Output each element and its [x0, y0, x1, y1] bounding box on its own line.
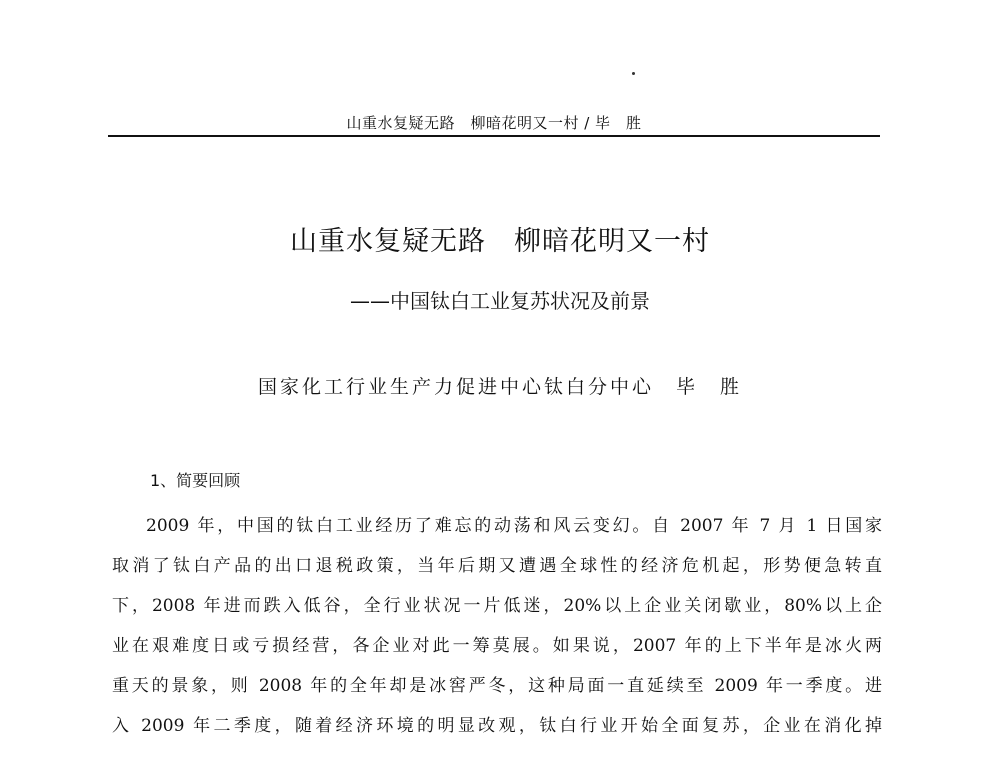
body-line: 下，2008 年进而跌入低谷，全行业状况一片低迷，20%以上企业关闭歇业，80%以上企: [112, 596, 882, 616]
body-line: 重天的景象，则 2008 年的全年却是冰窖严冬，这种局面一直延续至 2009 年一季度。进: [112, 676, 882, 696]
body-line: 取消了钛白产品的出口退税政策，当年后期又遭遇全球性的经济危机起，形势便急转直: [112, 556, 882, 576]
body-line: 2009 年，中国的钛白工业经历了难忘的动荡和风云变幻。自 2007 年 7 月 1 日国家: [146, 516, 882, 536]
body-line: 入 2009 年二季度，随着经济环境的明显改观，钛白行业开始全面复苏，企业在消化掉: [112, 716, 882, 736]
scan-speck: [632, 72, 635, 75]
section-heading: 1、简要回顾: [150, 471, 241, 490]
author-line: 国家化工行业生产力促进中心钛白分中心 毕 胜: [257, 376, 742, 398]
article-title: 山重水复疑无路 柳暗花明又一村: [290, 226, 710, 257]
header-rule: [108, 135, 880, 137]
running-header: 山重水复疑无路 柳暗花明又一村 / 毕 胜: [346, 114, 642, 132]
article-subtitle: ——中国钛白工业复苏状况及前景: [350, 289, 650, 313]
body-line: 业在艰难度日或亏损经营，各企业对此一筹莫展。如果说，2007 年的上下半年是冰火两: [112, 636, 882, 656]
